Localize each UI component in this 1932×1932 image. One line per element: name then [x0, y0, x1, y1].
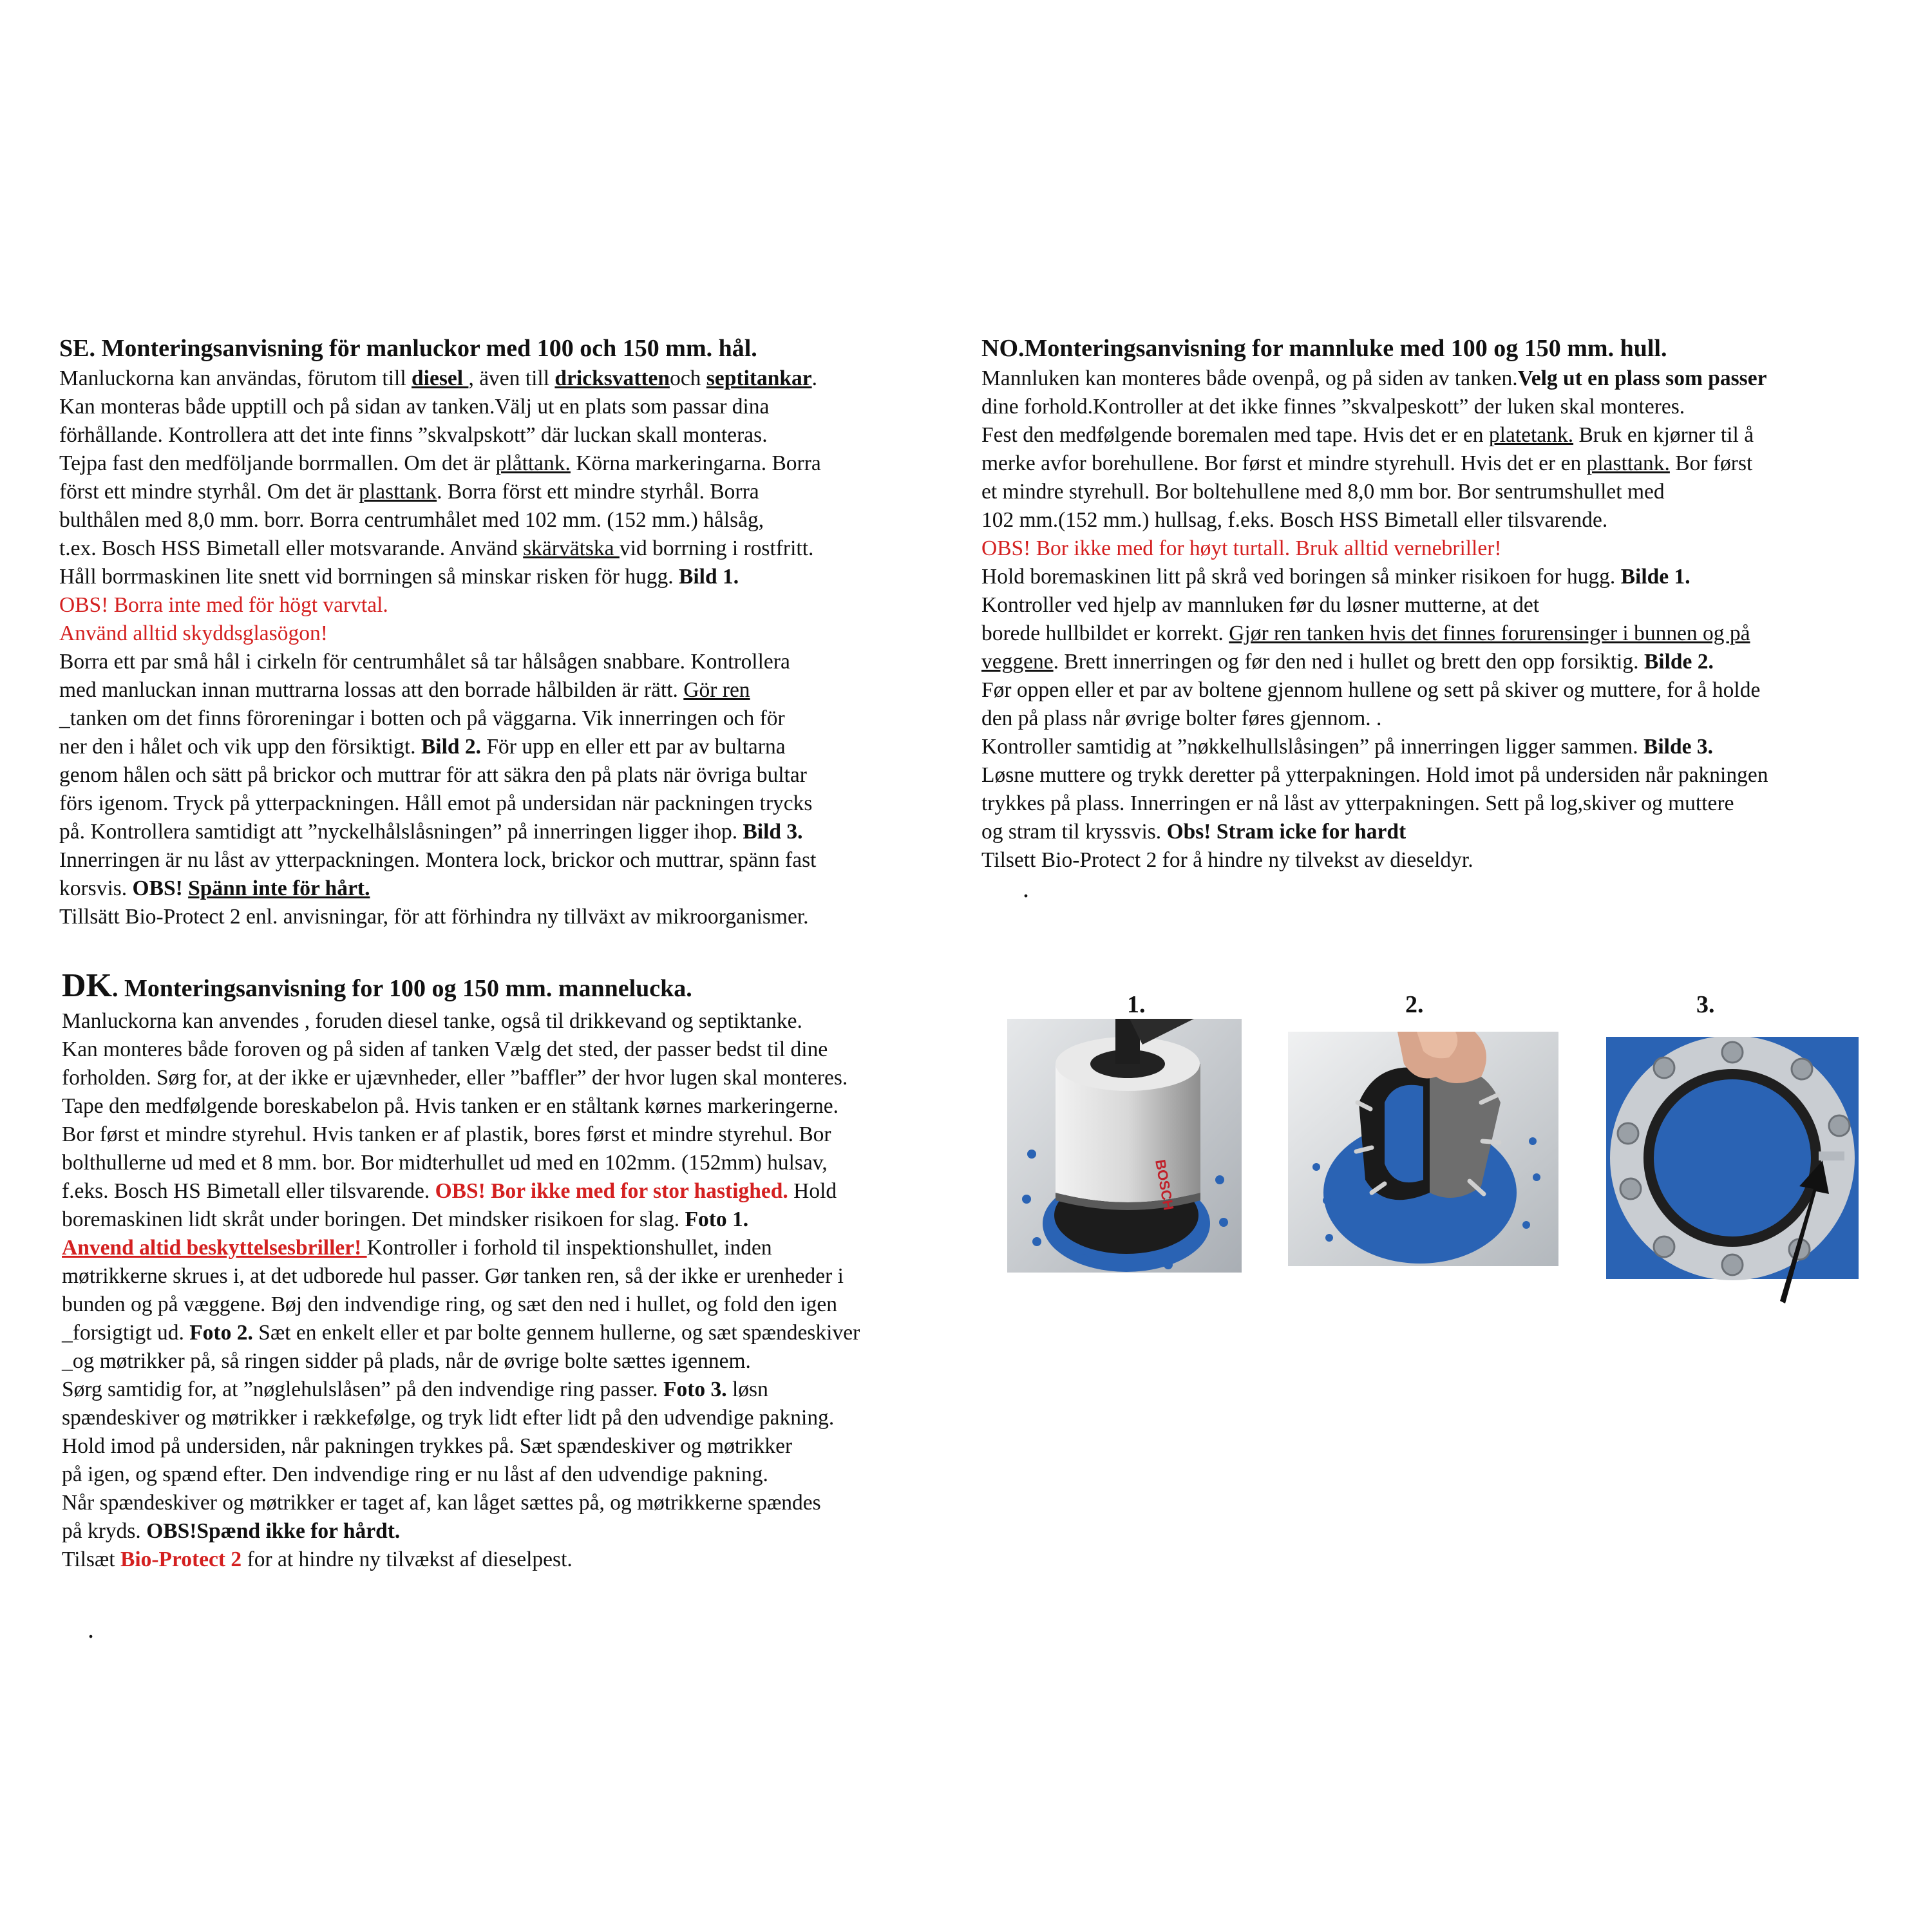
photo-1-hole-saw — [1007, 1019, 1242, 1273]
text-run: Bor først — [1669, 451, 1753, 475]
text-run: veggene — [981, 650, 1054, 674]
text-line — [59, 478, 821, 506]
text-run: Tilsæt — [62, 1548, 120, 1571]
text-run: Sørg samtidig for, at ”nøglehulslåsen” på den indvendige ring passer. — [62, 1378, 663, 1401]
text-line — [981, 478, 1768, 506]
text-run: . — [811, 366, 817, 390]
text-line — [981, 620, 1768, 648]
text-run: Använd alltid skyddsglasögon! — [59, 621, 328, 645]
text-line — [981, 790, 1768, 818]
text-run: korsvis. — [59, 876, 133, 900]
text-run: Körna markeringarna. Borra — [570, 451, 821, 475]
text-line — [981, 535, 1768, 563]
text-run: först ett mindre styrhål. Om det är — [59, 480, 359, 504]
photo-3-keyhole-lock — [1606, 1037, 1859, 1279]
text-line — [62, 1149, 860, 1177]
photo-label-3: 3. — [1696, 991, 1715, 1018]
text-run: Bilde 2. — [1643, 650, 1714, 674]
text-line — [981, 450, 1768, 478]
text-line — [62, 1262, 860, 1291]
bosch-logo: BOSCH — [1152, 1158, 1177, 1212]
text-line — [981, 393, 1768, 421]
no-title: NO.Monteringsanvisning for mannluke med 100 og 150 mm. hull. — [981, 335, 1667, 362]
text-line — [62, 1517, 860, 1546]
text-run: plasttank — [359, 480, 437, 504]
text-line — [62, 1064, 860, 1092]
text-run: merke avfor borehullene. Bor først et mindre styrehull. Hvis det er en — [981, 451, 1587, 475]
text-run: Velg ut en plass som passer — [1517, 366, 1767, 390]
text-run: Hold imod på undersiden, når pakningen trykkes på. Sæt spændeskiver og møtrikker — [62, 1434, 793, 1458]
text-line — [62, 1177, 860, 1206]
text-run: dricksvatten — [554, 366, 670, 390]
text-run: Spänn inte för hårt. — [188, 876, 370, 900]
text-run: OBS! Bor ikke med for stor hastighed. — [435, 1179, 788, 1203]
text-run: Fest den medfølgende boremalen med tape. Hvis det er en — [981, 423, 1489, 447]
text-line — [59, 648, 821, 676]
no-body — [981, 365, 1768, 875]
text-run: t.ex. Bosch HSS Bimetall eller motsvarande. Använd — [59, 536, 524, 560]
text-line — [62, 1092, 860, 1121]
text-line — [981, 365, 1768, 393]
text-run: Kan monteres både foroven og på siden af tanken Vælg det sted, der passer bedst til dine — [62, 1037, 828, 1061]
text-run: vid borrning i rostfritt. — [619, 536, 814, 560]
section-no — [981, 334, 1768, 875]
text-line — [62, 1432, 860, 1461]
text-run: Når spændeskiver og møtrikker er taget af, kan låget sættes på, og møtrikkerne spændes — [62, 1491, 821, 1515]
text-run: Løsne muttere og trykk deretter på ytterpakningen. Hold imot på undersiden når pakningen — [981, 763, 1768, 787]
text-line — [62, 1376, 860, 1404]
text-line — [59, 818, 821, 846]
stray-dot: . — [1023, 874, 1029, 903]
section-dk — [62, 967, 860, 1574]
text-run: Innerringen är nu låst av ytterpackningen. Montera lock, brickor och muttrar, spänn fast — [59, 848, 817, 872]
text-run: , även till — [468, 366, 555, 390]
text-run: diesel — [412, 366, 469, 390]
text-run: Bild 3. — [743, 820, 803, 844]
text-run: 102 mm.(152 mm.) hullsag, f.eks. Bosch HSS Bimetall eller tilsvarende. — [981, 508, 1608, 532]
text-run: borede hullbildet er korrekt. — [981, 621, 1229, 645]
text-run: Tape den medfølgende boreskabelon på. Hvis tanken er en ståltank kørnes markeringerne. — [62, 1094, 838, 1118]
text-line — [981, 733, 1768, 761]
text-run: Kontroller ved hjelp av mannluken før du løsner mutterne, at det — [981, 593, 1540, 617]
text-run: plasttank. — [1586, 451, 1670, 475]
text-line — [62, 1206, 860, 1234]
text-line — [59, 846, 821, 875]
text-line — [59, 535, 821, 563]
text-line — [59, 733, 821, 761]
text-line — [981, 648, 1768, 676]
text-run: Tillsätt Bio-Protect 2 enl. anvisningar, för att förhindra ny tillväxt av mikroorganismer. — [59, 905, 809, 929]
text-run: dine forhold.Kontroller at det ikke finnes ”skvalpeskott” der luken skal monteres. — [981, 395, 1685, 419]
text-run: septitankar — [706, 366, 812, 390]
text-run: Før oppen eller et par av boltene gjennom hullene og sett på skiver og muttere, for å holde — [981, 678, 1761, 702]
text-line — [981, 846, 1768, 875]
text-run: Gjør ren tanken hvis det finnes forurensinger i bunnen og på — [1229, 621, 1750, 645]
text-line — [62, 1489, 860, 1517]
text-line — [981, 563, 1768, 591]
text-line — [981, 591, 1768, 620]
text-run: Håll borrmaskinen lite snett vid borrningen så minskar risken för hugg. — [59, 565, 679, 589]
photo-2-inner-ring — [1288, 1032, 1558, 1266]
text-run: och — [670, 366, 706, 390]
text-line — [62, 1319, 860, 1347]
text-run: Foto 1. — [685, 1208, 749, 1231]
text-run: OBS! Borra inte med för högt varvtal. — [59, 593, 388, 617]
dk-body — [62, 1007, 860, 1574]
text-run: Gör ren — [683, 678, 750, 702]
text-run: Bruk en kjørner til å — [1573, 423, 1754, 447]
text-run: bolthullerne ud med et 8 mm. bor. Bor midterhullet ud med en 102mm. (152mm) hulsav, — [62, 1151, 828, 1175]
text-line — [981, 818, 1768, 846]
text-line — [62, 1461, 860, 1489]
text-run: Anvend altid beskyttelsesbriller! — [62, 1236, 367, 1260]
text-line — [981, 705, 1768, 733]
text-line — [59, 761, 821, 790]
text-run: . Borra först ett mindre styrhål. Borra — [437, 480, 759, 504]
text-run: Foto 3. — [663, 1378, 727, 1401]
text-run: bunden og på væggene. Bøj den indvendige ring, og sæt den ned i hullet, og fold den igen — [62, 1293, 837, 1316]
dk-title-code: DK — [62, 967, 112, 1004]
text-run: på kryds. — [62, 1519, 147, 1543]
text-line — [62, 1291, 860, 1319]
text-run: Bild 1. — [679, 565, 739, 589]
text-run: Sæt en enkelt eller et par bolte gennem hullerne, og sæt spændeskiver — [252, 1321, 860, 1345]
text-line — [62, 1404, 860, 1432]
keyhole-lock-illustration — [1606, 1037, 1877, 1307]
text-run: Bilde 3. — [1643, 735, 1713, 759]
text-run: förhållande. Kontrollera att det inte finns ”skvalpskott” där luckan skall monteras. — [59, 423, 768, 447]
text-line — [59, 450, 821, 478]
text-run: trykkes på plass. Innerringen er nå låst av ytterpakningen. Sett på log,skiver og muttere — [981, 791, 1734, 815]
hole-saw-illustration — [1007, 1019, 1242, 1273]
text-line — [59, 563, 821, 591]
text-run: genom hålen och sätt på brickor och muttrar för att säkra den på plats när övriga bultar — [59, 763, 807, 787]
text-run: Manluckorna kan anvendes , foruden diesel tanke, også til drikkevand og septiktanke. — [62, 1009, 802, 1033]
text-run: OBS! Bor ikke med for høyt turtall. Bruk alltid vernebriller! — [981, 536, 1502, 560]
stray-dot: . — [88, 1615, 94, 1643]
se-title: SE. Monteringsanvisning för manluckor med 100 och 150 mm. hål. — [59, 335, 757, 362]
section-se — [59, 334, 821, 931]
text-run: Kan monteras både upptill och på sidan av tanken.Välj ut en plats som passar dina — [59, 395, 770, 419]
text-run: . Brett innerringen og før den ned i hullet og brett den opp forsiktig. — [1053, 650, 1644, 674]
text-run: Tejpa fast den medföljande borrmallen. Om det är — [59, 451, 496, 475]
text-run: Bild 2. — [421, 735, 482, 759]
text-line — [59, 365, 821, 393]
text-line — [59, 903, 821, 931]
text-run: _forsigtigt ud. — [62, 1321, 190, 1345]
text-run: for at hindre ny tilvækst af dieselpest. — [242, 1548, 573, 1571]
text-run: OBS! — [132, 876, 189, 900]
text-run: Bilde 1. — [1620, 565, 1690, 589]
text-line — [981, 506, 1768, 535]
text-run: et mindre styrehull. Bor boltehullene med 8,0 mm bor. Bor sentrumshullet med — [981, 480, 1665, 504]
text-run: Tilsett Bio-Protect 2 for å hindre ny tilvekst av dieseldyr. — [981, 848, 1473, 872]
text-run: bulthålen med 8,0 mm. borr. Borra centrumhålet med 102 mm. (152 mm.) hålsåg, — [59, 508, 764, 532]
text-run: platetank. — [1488, 423, 1574, 447]
text-line — [62, 1036, 860, 1064]
text-line — [59, 506, 821, 535]
text-run: forholden. Sørg for, at der ikke er ujævnheder, eller ”baffler” der hvor lugen skal monteres. — [62, 1066, 848, 1090]
text-run: og stram til kryssvis. — [981, 820, 1167, 844]
text-line — [59, 393, 821, 421]
text-line — [62, 1234, 860, 1262]
text-run: Obs! Stram icke for hardt — [1166, 820, 1406, 844]
text-run: Borra ett par små hål i cirkeln för centrumhålet så tar hålsågen snabbare. Kontrollera — [59, 650, 790, 674]
photo-label-1: 1. — [1127, 991, 1146, 1018]
text-line — [62, 1546, 860, 1574]
text-run: Foto 2. — [189, 1321, 253, 1345]
text-run: Kontroller i forhold til inspektionshullet, inden — [366, 1236, 772, 1260]
text-run: förs igenom. Tryck på ytterpackningen. Håll emot på undersidan när packningen trycks — [59, 791, 813, 815]
text-line — [981, 676, 1768, 705]
text-line — [59, 790, 821, 818]
inner-ring-illustration — [1288, 1032, 1558, 1266]
photo-label-2: 2. — [1405, 991, 1424, 1018]
dk-title — [62, 967, 860, 1004]
text-run: _og møtrikker på, så ringen sidder på plads, når de øvrige bolte sættes igennem. — [62, 1349, 751, 1373]
text-run: Manluckorna kan användas, förutom till — [59, 366, 412, 390]
text-run: OBS!Spænd ikke for hårdt. — [146, 1519, 401, 1543]
text-run: boremaskinen lidt skråt under boringen. Det mindsker risikoen for slag. — [62, 1208, 685, 1231]
text-run: ner den i hålet och vik upp den försiktigt. — [59, 735, 421, 759]
text-line — [59, 875, 821, 903]
text-run: Hold — [788, 1179, 837, 1203]
text-run: plåttank. — [495, 451, 571, 475]
text-line — [62, 1007, 860, 1036]
text-run: på igen, og spænd efter. Den indvendige ring er nu låst af den udvendige pakning. — [62, 1463, 768, 1486]
text-line — [59, 591, 821, 620]
text-line — [981, 761, 1768, 790]
text-line — [59, 620, 821, 648]
text-line — [59, 421, 821, 450]
text-line — [62, 1347, 860, 1376]
text-line — [981, 421, 1768, 450]
text-run: med manluckan innan muttrarna lossas att den borrade hålbilden är rätt. — [59, 678, 684, 702]
text-run: Hold boremaskinen litt på skrå ved boringen så minker risikoen for hugg. — [981, 565, 1621, 589]
text-run: Mannluken kan monteres både ovenpå, og på siden av tanken. — [981, 366, 1518, 390]
text-run: på. Kontrollera samtidigt att ”nyckelhålslåsningen” på innerringen ligger ihop. — [59, 820, 743, 844]
text-run: _tanken om det finns föroreningar i botten och på väggarna. Vik innerringen och för — [59, 706, 785, 730]
text-run: møtrikkerne skrues i, at det udborede hul passer. Gør tanken ren, så der ikke er urenheder i — [62, 1264, 844, 1288]
text-run: Bor først et mindre styrehul. Hvis tanken er af plastik, bores først et mindre styrehul. Bor — [62, 1122, 831, 1146]
text-run: Kontroller samtidig at ”nøkkelhullslåsingen” på innerringen ligger sammen. — [981, 735, 1643, 759]
text-run: den på plass når øvrige bolter føres gjennom. . — [981, 706, 1382, 730]
text-line — [59, 676, 821, 705]
text-run: Bio-Protect 2 — [120, 1548, 242, 1571]
text-run: För upp en eller ett par av bultarna — [481, 735, 786, 759]
dk-title-rest: . Monteringsanvisning for 100 og 150 mm. mannelucka. — [112, 975, 692, 1002]
text-run: skärvätska — [523, 536, 620, 560]
text-line — [59, 705, 821, 733]
text-line — [62, 1121, 860, 1149]
text-run: f.eks. Bosch HS Bimetall eller tilsvarende. — [62, 1179, 435, 1203]
text-run: løsn — [726, 1378, 768, 1401]
se-body — [59, 365, 821, 931]
text-run: spændeskiver og møtrikker i rækkefølge, og tryk lidt efter lidt på den udvendige pakning. — [62, 1406, 835, 1430]
